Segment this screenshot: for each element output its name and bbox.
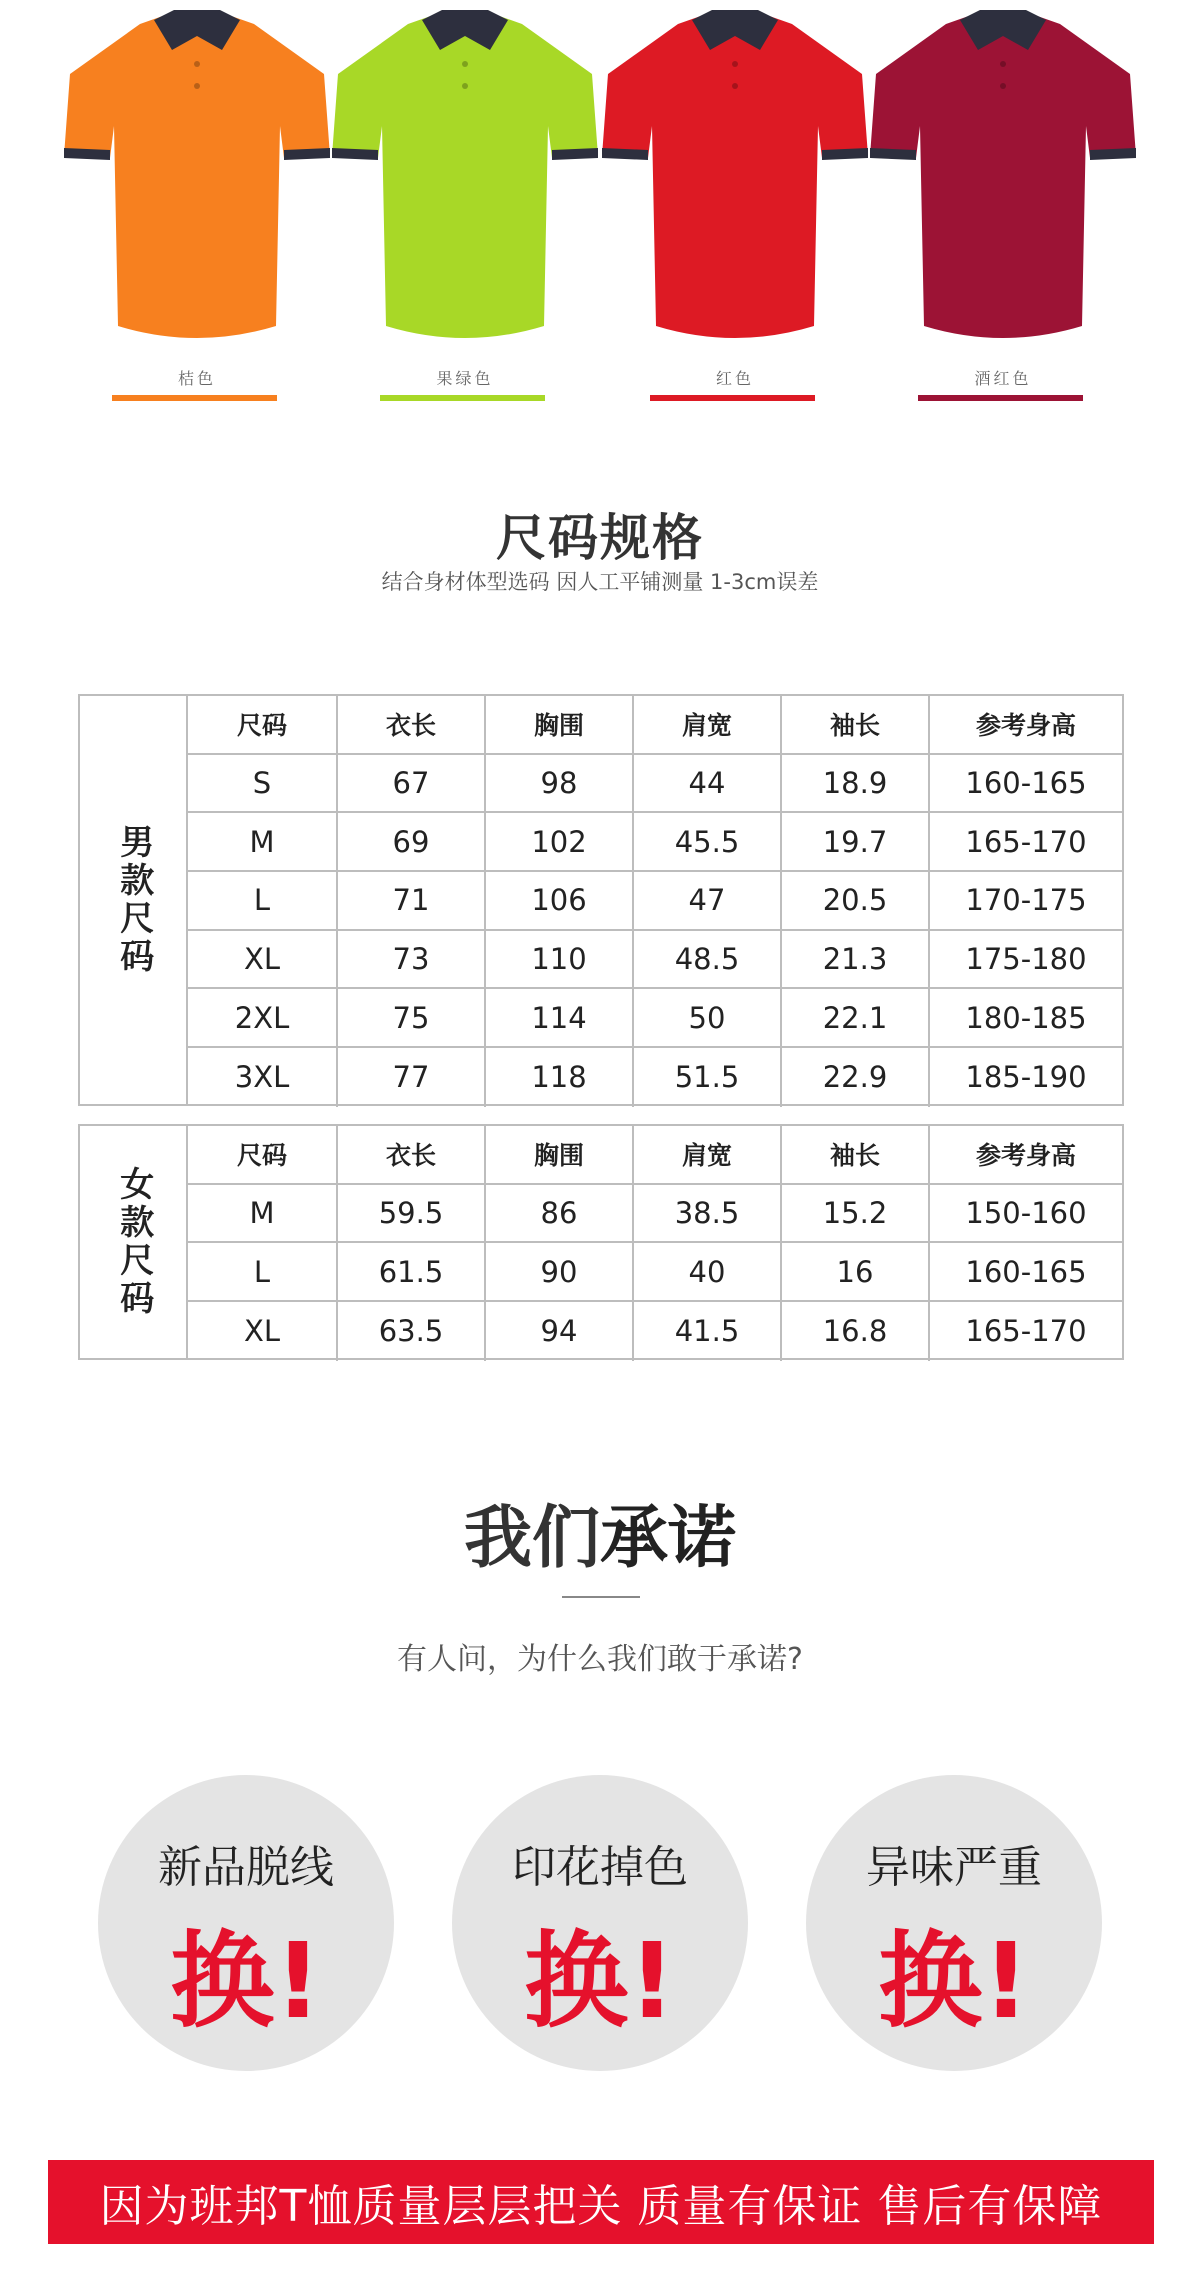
promise-circle-label: 印花掉色 (512, 1842, 688, 1893)
header-cell: 胸围 (486, 1126, 634, 1183)
promise-circle-print (452, 1775, 748, 2071)
table-cell: XL (188, 931, 338, 988)
table-cell: 44 (634, 755, 782, 812)
table-header-row (188, 696, 1122, 755)
table-cell: 19.7 (782, 813, 930, 870)
table-cell: 50 (634, 989, 782, 1046)
table-cell: 71 (338, 872, 486, 929)
table-cell: 118 (486, 1048, 634, 1107)
table-cell: 185-190 (965, 1060, 1087, 1095)
color-label: 果绿色 (436, 369, 494, 388)
color-underline (380, 395, 545, 401)
table-cell: 63.5 (338, 1302, 486, 1361)
promise-circle-exchange: 换! (524, 1920, 676, 2042)
men-size-grid (188, 696, 1122, 1107)
promise-circle-exchange: 换! (878, 1920, 1030, 2042)
table-cell: 3XL (188, 1048, 338, 1107)
table-cell: 75 (338, 989, 486, 1046)
color-underline (112, 395, 277, 401)
table-cell: 114 (486, 989, 634, 1046)
size-section-subtitle: 结合身材体型选码 因人工平铺测量 1-3cm误差 (381, 570, 819, 594)
table-cell: 2XL (188, 989, 338, 1046)
table-cell: 67 (338, 755, 486, 812)
color-options (0, 0, 1200, 410)
table-cell: 98 (486, 755, 634, 812)
table-cell: 47 (634, 872, 782, 929)
table-cell: 165-170 (965, 824, 1087, 859)
table-cell: L (188, 872, 338, 929)
table-row (188, 1243, 1122, 1302)
table-row (188, 872, 1122, 931)
table-cell: 170-175 (965, 883, 1087, 918)
table-row (188, 813, 1122, 872)
color-option-green[interactable] (330, 0, 600, 410)
men-group-label: 男款尺码 (113, 824, 154, 976)
table-cell: M (188, 1185, 338, 1242)
polo-shirt-image (868, 6, 1138, 350)
table-cell: 22.9 (782, 1048, 930, 1107)
table-cell: 16 (782, 1243, 930, 1300)
table-cell: 38.5 (634, 1185, 782, 1242)
promise-title (0, 1484, 1200, 1581)
header-cell: 衣长 (338, 696, 486, 753)
header-cell: 袖长 (782, 696, 930, 753)
table-row (188, 1048, 1122, 1107)
table-cell: 175-180 (965, 942, 1087, 977)
table-cell: 18.9 (782, 755, 930, 812)
color-option-wine-red[interactable] (868, 0, 1138, 410)
table-cell: 86 (486, 1185, 634, 1242)
table-cell: S (188, 755, 338, 812)
header-cell: 肩宽 (634, 696, 782, 753)
women-size-table (78, 1124, 1124, 1360)
table-cell: M (188, 813, 338, 870)
men-group-label-cell (80, 696, 188, 1104)
table-cell: 48.5 (634, 931, 782, 988)
table-cell: 21.3 (782, 931, 930, 988)
table-cell: 20.5 (782, 872, 930, 929)
men-size-table (78, 694, 1124, 1106)
quality-banner (48, 2160, 1154, 2244)
table-row (188, 931, 1122, 990)
table-cell: 41.5 (634, 1302, 782, 1361)
table-row (188, 1302, 1122, 1361)
table-cell: 51.5 (634, 1048, 782, 1107)
promise-circle-odor (806, 1775, 1102, 2071)
table-cell: 106 (486, 872, 634, 929)
table-cell: 69 (338, 813, 486, 870)
women-size-grid (188, 1126, 1122, 1361)
table-cell: 73 (338, 931, 486, 988)
table-cell: XL (188, 1302, 338, 1361)
color-option-red[interactable] (600, 0, 870, 410)
header-cell: 参考身高 (975, 1141, 1076, 1171)
table-cell: 94 (486, 1302, 634, 1361)
promise-circle-exchange: 换! (170, 1920, 322, 2042)
color-label: 红色 (715, 369, 754, 388)
color-label: 酒红色 (974, 369, 1032, 388)
color-underline (650, 395, 815, 401)
table-row (188, 989, 1122, 1048)
table-cell: L (188, 1243, 338, 1300)
polo-shirt-image (62, 6, 332, 350)
header-cell: 尺码 (188, 696, 338, 753)
table-cell: 102 (486, 813, 634, 870)
table-header-row (188, 1126, 1122, 1185)
color-option-orange[interactable] (62, 0, 332, 410)
polo-shirt-image (330, 6, 600, 350)
table-cell: 180-185 (965, 1000, 1087, 1035)
promise-circle-thread (98, 1775, 394, 2071)
table-row (188, 755, 1122, 814)
table-cell: 110 (486, 931, 634, 988)
size-section-title: 尺码规格 (496, 509, 704, 567)
table-cell: 16.8 (782, 1302, 930, 1361)
table-cell: 40 (634, 1243, 782, 1300)
polo-shirt-image (600, 6, 870, 350)
color-label: 桔色 (177, 369, 216, 388)
table-cell: 22.1 (782, 989, 930, 1046)
table-cell: 90 (486, 1243, 634, 1300)
quality-banner-text: 因为班邦T恤质量层层把关 质量有保证 售后有保障 (99, 2181, 1103, 2232)
header-cell: 衣长 (338, 1126, 486, 1183)
promise-title-bold: 承诺 (600, 1499, 737, 1578)
table-cell: 45.5 (634, 813, 782, 870)
promise-circle-label: 异味严重 (866, 1842, 1042, 1893)
header-cell: 参考身高 (975, 711, 1076, 741)
table-cell: 160-165 (965, 1254, 1087, 1289)
promise-circle-label: 新品脱线 (158, 1842, 334, 1893)
table-cell: 150-160 (965, 1196, 1087, 1231)
header-cell: 胸围 (486, 696, 634, 753)
table-cell: 61.5 (338, 1243, 486, 1300)
table-cell: 77 (338, 1048, 486, 1107)
promise-subtitle: 有人问，为什么我们敢于承诺? (397, 1642, 803, 1677)
women-group-label: 女款尺码 (113, 1166, 154, 1318)
header-cell: 袖长 (782, 1126, 930, 1183)
promise-divider (562, 1596, 640, 1598)
promise-title-light: 我们 (463, 1499, 600, 1578)
table-cell: 160-165 (965, 766, 1087, 801)
table-cell: 15.2 (782, 1185, 930, 1242)
table-cell: 59.5 (338, 1185, 486, 1242)
header-cell: 肩宽 (634, 1126, 782, 1183)
women-group-label-cell (80, 1126, 188, 1358)
table-row (188, 1185, 1122, 1244)
header-cell: 尺码 (188, 1126, 338, 1183)
color-underline (918, 395, 1083, 401)
table-cell: 165-170 (965, 1314, 1087, 1349)
